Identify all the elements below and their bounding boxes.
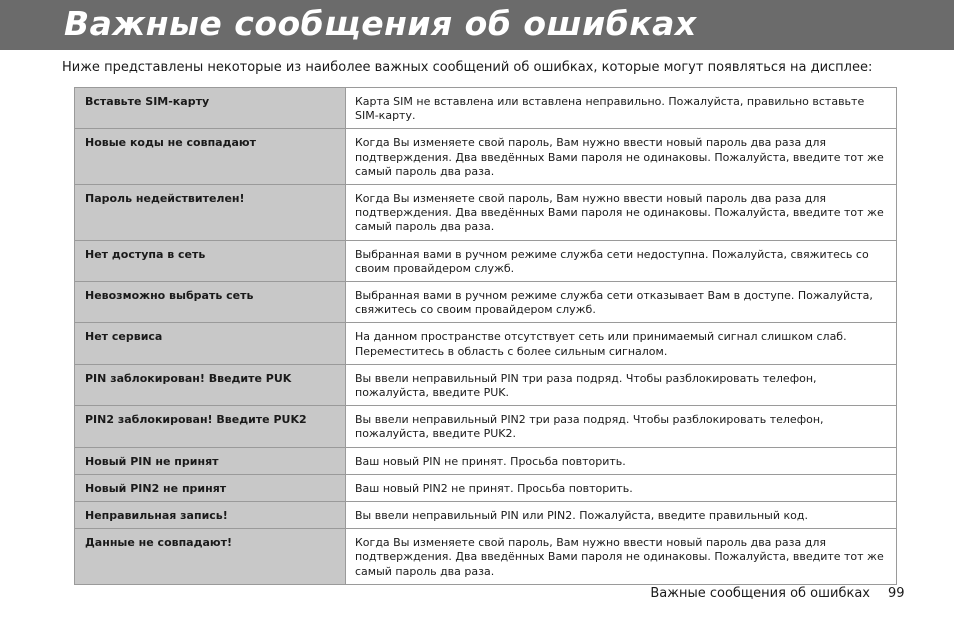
error-description: Когда Вы изменяете свой пароль, Вам нужно ввести новый пароль два раза для подтверждения. Два введённых Вами пароля не одинаковы. Пожалуйста, введите тот же самый пароль два раза.: [346, 185, 897, 241]
error-message: Нет сервиса: [75, 323, 346, 364]
error-description: Выбранная вами в ручном режиме служба сети недоступна. Пожалуйста, свяжитесь со своим провайдером служб.: [346, 240, 897, 281]
error-description: Вы ввели неправильный PIN или PIN2. Пожалуйста, введите правильный код.: [346, 502, 897, 529]
error-message: Нет доступа в сеть: [75, 240, 346, 281]
error-description: Ваш новый PIN не принят. Просьба повторить.: [346, 447, 897, 474]
error-description: Карта SIM не вставлена или вставлена неправильно. Пожалуйста, правильно вставьте SIM-карту.: [346, 88, 897, 129]
error-messages-table: [74, 87, 897, 585]
error-description: Ваш новый PIN2 не принят. Просьба повторить.: [346, 474, 897, 501]
footer-section-title: Важные сообщения об ошибках: [650, 586, 870, 601]
error-message: Пароль недействителен!: [75, 185, 346, 241]
error-description: Вы ввели неправильный PIN2 три раза подряд. Чтобы разблокировать телефон, пожалуйста, введите PUK2.: [346, 406, 897, 447]
error-description: Выбранная вами в ручном режиме служба сети отказывает Вам в доступе. Пожалуйста, свяжитесь со своим провайдером служб.: [346, 282, 897, 323]
table-row: [75, 529, 897, 585]
table-row: [75, 282, 897, 323]
page-number: 99: [888, 586, 905, 601]
error-description: На данном пространстве отсутствует сеть или принимаемый сигнал слишком слаб. Переместитесь в область с более сильным сигналом.: [346, 323, 897, 364]
error-message: Новый PIN2 не принят: [75, 474, 346, 501]
table-row: [75, 406, 897, 447]
table-row: [75, 129, 897, 185]
error-message: PIN2 заблокирован! Введите PUK2: [75, 406, 346, 447]
table-row: [75, 502, 897, 529]
error-description: Когда Вы изменяете свой пароль, Вам нужно ввести новый пароль два раза для подтверждения. Два введённых Вами пароля не одинаковы. Пожалуйста, введите тот же самый пароль два раза.: [346, 529, 897, 585]
table-row: [75, 364, 897, 405]
error-message: Данные не совпадают!: [75, 529, 346, 585]
error-message: Новый PIN не принят: [75, 447, 346, 474]
intro-text: Ниже представлены некоторые из наиболее важных сообщений об ошибках, которые могут появляться на дисплее:: [62, 60, 873, 75]
table-row: [75, 88, 897, 129]
table-row: [75, 447, 897, 474]
error-description: Когда Вы изменяете свой пароль, Вам нужно ввести новый пароль два раза для подтверждения. Два введённых Вами пароля не одинаковы. Пожалуйста, введите тот же самый пароль два раза.: [346, 129, 897, 185]
error-message: Вставьте SIM-карту: [75, 88, 346, 129]
table-row: [75, 323, 897, 364]
table-row: [75, 185, 897, 241]
error-description: Вы ввели неправильный PIN три раза подряд. Чтобы разблокировать телефон, пожалуйста, введите PUK.: [346, 364, 897, 405]
page-title: Важные сообщения об ошибках: [64, 4, 697, 43]
table-row: [75, 240, 897, 281]
error-message: PIN заблокирован! Введите PUK: [75, 364, 346, 405]
table-row: [75, 474, 897, 501]
error-message: Невозможно выбрать сеть: [75, 282, 346, 323]
error-message: Новые коды не совпадают: [75, 129, 346, 185]
error-message: Неправильная запись!: [75, 502, 346, 529]
header-bar: [0, 0, 954, 50]
